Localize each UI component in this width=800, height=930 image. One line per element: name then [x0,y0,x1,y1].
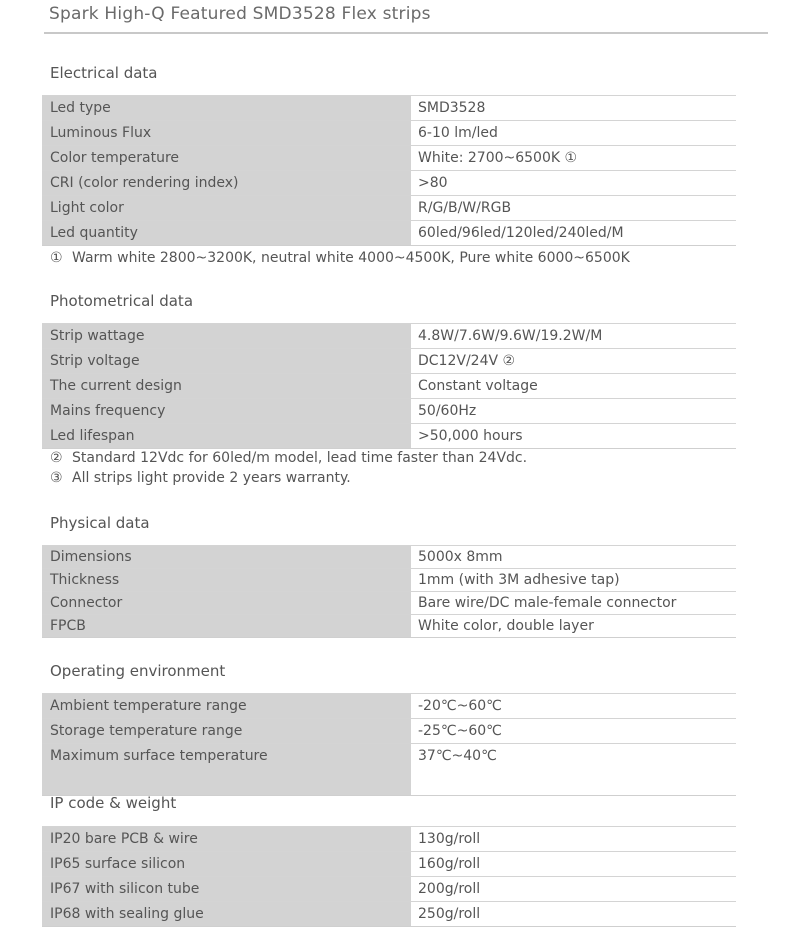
table-row [42,146,736,171]
row-value: 6-10 lm/led [411,121,736,146]
spec-table-ip-weight [42,826,736,927]
spec-table-photometrical [42,323,736,449]
footnote-mark: ① [50,250,63,266]
row-value: 60led/96led/120led/240led/M [411,221,736,246]
row-label: Led lifespan [42,424,411,449]
section-heading: IP code & weight [50,794,177,812]
table-row [42,827,736,852]
row-label: Strip wattage [42,324,411,349]
row-value: 1mm (with 3M adhesive tap) [411,569,736,592]
row-value: SMD3528 [411,96,736,121]
row-value: 200g/roll [411,877,736,902]
row-value: -20℃~60℃ [411,694,736,719]
row-value: DC12V/24V ② [411,349,736,374]
row-label: Mains frequency [42,399,411,424]
row-value: 250g/roll [411,902,736,927]
page-title: Spark High-Q Featured SMD3528 Flex strips [49,4,431,24]
row-label: Luminous Flux [42,121,411,146]
footnote-text: All strips light provide 2 years warranty. [72,470,351,486]
table-row [42,424,736,449]
row-label: FPCB [42,615,411,638]
table-row [42,221,736,246]
row-value: 160g/roll [411,852,736,877]
spec-table-operating [42,693,736,796]
section-heading: Physical data [50,514,150,532]
spec-table-physical [42,545,736,638]
row-label: IP65 surface silicon [42,852,411,877]
row-value: 5000x 8mm [411,546,736,569]
footnote [50,250,630,266]
row-label: Strip voltage [42,349,411,374]
table-row [42,877,736,902]
row-label: Led type [42,96,411,121]
spec-table-electrical [42,95,736,246]
table-row [42,615,736,638]
title-divider [44,32,768,34]
section-heading: Electrical data [50,64,158,82]
row-label: Maximum surface temperature [42,744,411,796]
row-value: 130g/roll [411,827,736,852]
table-row [42,399,736,424]
table-row [42,96,736,121]
row-label: Led quantity [42,221,411,246]
row-label: CRI (color rendering index) [42,171,411,196]
table-row [42,694,736,719]
footnote-text: Warm white 2800~3200K, neutral white 4000~4500K, Pure white 6000~6500K [72,250,630,266]
footnote [50,450,527,466]
table-row [42,592,736,615]
section-heading: Photometrical data [50,292,194,310]
table-row [42,744,736,796]
footnote [50,470,351,486]
row-label: The current design [42,374,411,399]
table-row [42,121,736,146]
row-label: IP68 with sealing glue [42,902,411,927]
row-value: 50/60Hz [411,399,736,424]
row-value: White color, double layer [411,615,736,638]
table-row [42,546,736,569]
table-row [42,324,736,349]
footnote-mark: ③ [50,470,63,486]
row-label: IP67 with silicon tube [42,877,411,902]
row-value: 37℃~40℃ [411,744,736,796]
row-value: 4.8W/7.6W/9.6W/19.2W/M [411,324,736,349]
row-value: R/G/B/W/RGB [411,196,736,221]
row-label: Light color [42,196,411,221]
table-row [42,569,736,592]
row-value: >80 [411,171,736,196]
row-label: Storage temperature range [42,719,411,744]
row-value: White: 2700~6500K ① [411,146,736,171]
table-row [42,171,736,196]
table-row [42,196,736,221]
row-label: Color temperature [42,146,411,171]
row-value: >50,000 hours [411,424,736,449]
table-row [42,374,736,399]
table-row [42,902,736,927]
row-value: Bare wire/DC male-female connector [411,592,736,615]
footnote-text: Standard 12Vdc for 60led/m model, lead time faster than 24Vdc. [72,450,528,466]
footnote-mark: ② [50,450,63,466]
row-label: Ambient temperature range [42,694,411,719]
row-value: Constant voltage [411,374,736,399]
row-label: Dimensions [42,546,411,569]
row-label: IP20 bare PCB & wire [42,827,411,852]
row-value: -25℃~60℃ [411,719,736,744]
section-heading: Operating environment [50,662,226,680]
row-label: Connector [42,592,411,615]
table-row [42,852,736,877]
table-row [42,719,736,744]
row-label: Thickness [42,569,411,592]
table-row [42,349,736,374]
